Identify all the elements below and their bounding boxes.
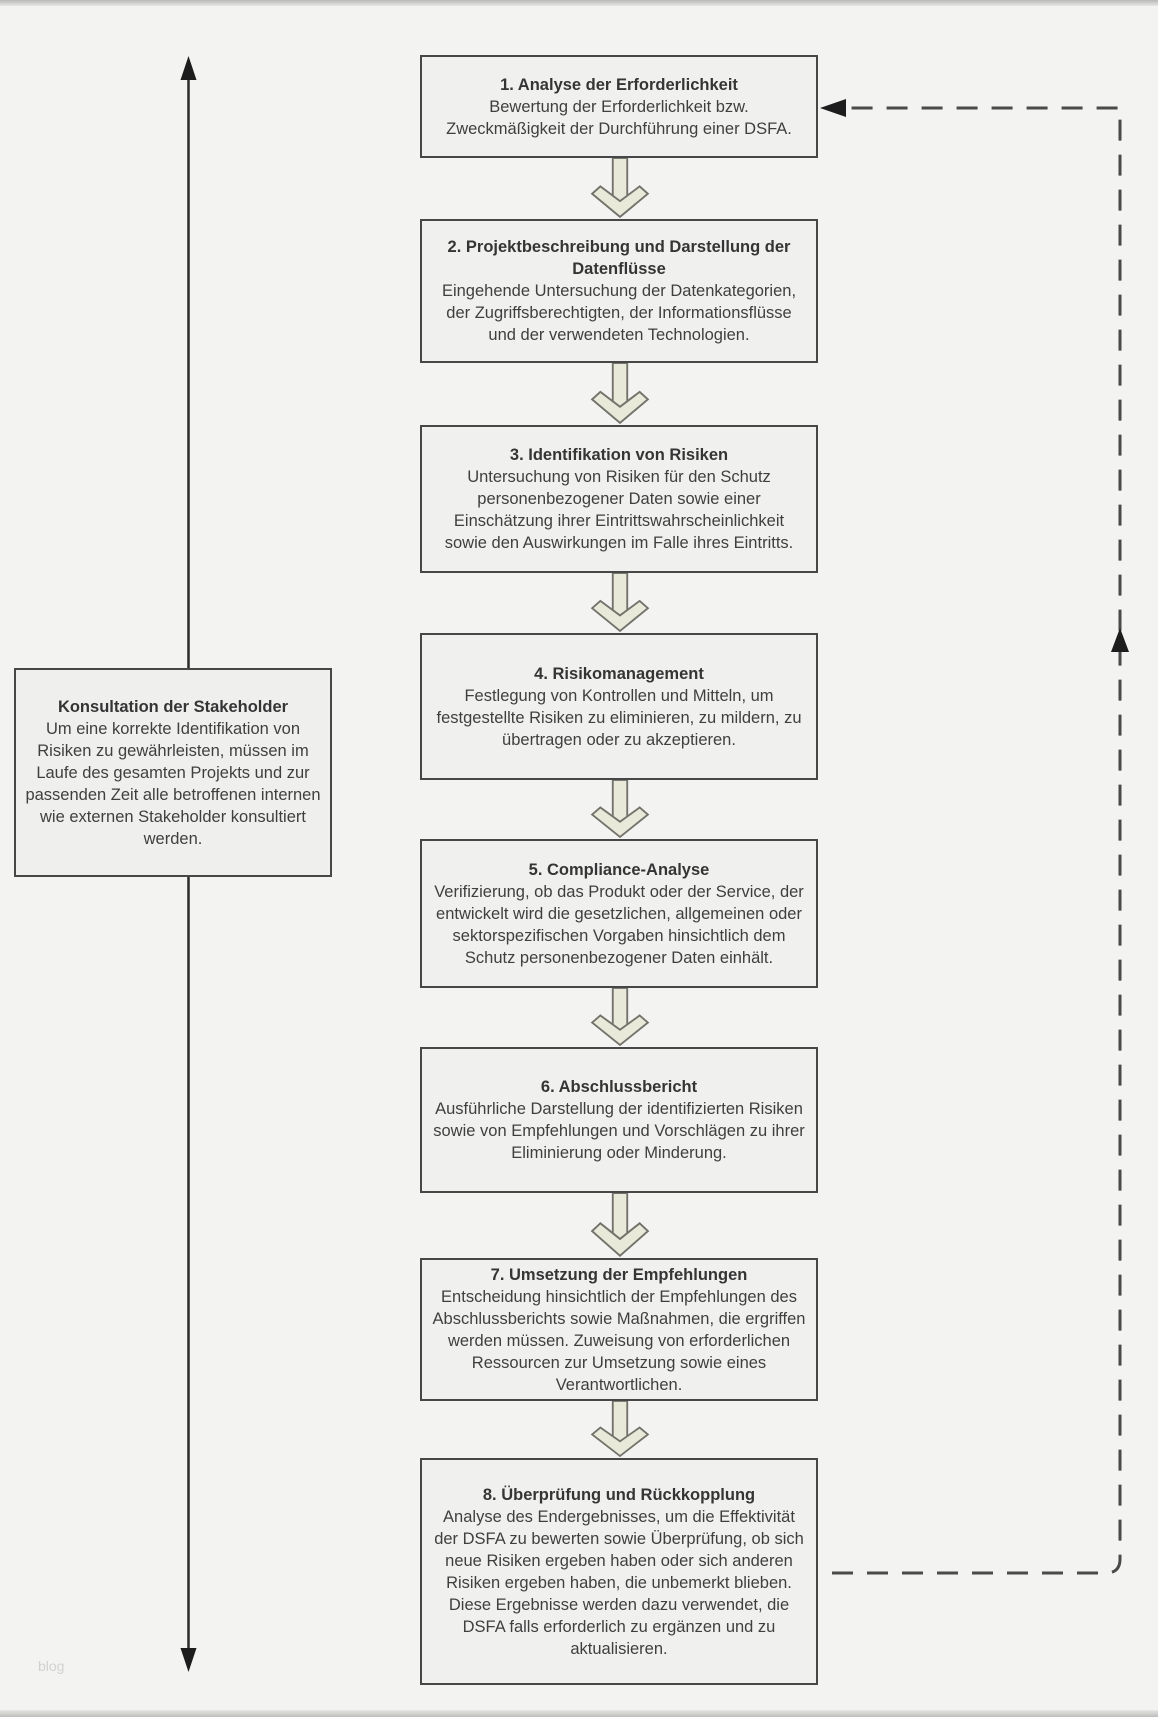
flow-step-3-body: Untersuchung von Risiken für den Schutz personenbezogener Daten sowie einer Einschätzung ihrer Eintrittswahrscheinlichkeit sowie den Auswirkungen im Falle ihres Eintritts. <box>444 468 794 552</box>
flow-step-3-title: 3. Identifikation von Risiken <box>509 446 729 464</box>
flow-step-7 <box>420 1258 818 1401</box>
flow-step-4-body: Festlegung von Kontrollen und Mitteln, um festgestellte Risiken zu eliminieren, zu mildern, zu übertragen oder zu akzeptieren. <box>436 686 802 749</box>
flow-step-2 <box>420 219 818 363</box>
block-arrow-down-icon <box>589 363 651 425</box>
flow-step-6-body: Ausführliche Darstellung der identifizierten Risiken sowie von Empfehlungen und Vorschlägen zu ihrer Eliminierung oder Minderung. <box>433 1100 805 1162</box>
arrowhead-up-icon <box>181 56 197 80</box>
arrowhead-down-icon <box>181 1648 197 1672</box>
flow-step-5 <box>420 839 818 988</box>
flow-arrow-4 <box>589 780 651 839</box>
stakeholder-note-body: Um eine korrekte Identifikation von Risiken zu gewährleisten, müssen im Laufe des gesamten Projekts und zur passenden Zeit alle betroffenen internen wie externen Stakeholder konsultiert werden. <box>25 719 321 848</box>
flow-arrow-5 <box>589 988 651 1047</box>
flow-step-2-body: Eingehende Untersuchung der Datenkategorien, der Zugriffsberechtigten, der Informationsflüsse und der verwendeten Technologien. <box>441 282 797 344</box>
watermark: blog <box>38 1658 65 1674</box>
block-arrow-down-icon <box>589 780 651 839</box>
block-arrow-down-icon <box>589 158 651 219</box>
arrowhead-left-icon <box>820 99 846 117</box>
flow-step-1-body: Bewertung der Erforderlichkeit bzw. Zweckmäßigkeit der Durchführung einer DSFA. <box>446 97 792 138</box>
flow-step-5-body: Verifizierung, ob das Produkt oder der Service, der entwickelt wird die gesetzlichen, allgemeinen oder sektorspezifischen Vorgaben hinsichtlich dem Schutz personenbezogener Daten einhält. <box>434 882 804 967</box>
page-top-edge <box>0 0 1158 6</box>
flow-step-6 <box>420 1047 818 1193</box>
flow-step-5-title: 5. Compliance-Analyse <box>528 860 710 879</box>
stakeholder-note-title: Konsultation der Stakeholder <box>57 697 289 716</box>
flow-step-4 <box>420 633 818 780</box>
block-arrow-down-icon <box>589 988 651 1047</box>
flow-step-8-title: 8. Überprüfung und Rückkopplung <box>482 1485 756 1504</box>
flow-step-3 <box>420 425 818 573</box>
flow-step-4-title: 4. Risikomanagement <box>534 664 704 683</box>
stakeholder-note <box>14 668 332 877</box>
flow-arrow-7 <box>589 1401 651 1458</box>
flow-step-7-title: 7. Umsetzung der Empfehlungen <box>490 1265 748 1284</box>
block-arrow-down-icon <box>589 1193 651 1258</box>
flow-step-1-title: 1. Analyse der Erforderlichkeit <box>500 75 738 94</box>
page-bottom-edge <box>0 1710 1158 1717</box>
flow-arrow-3 <box>589 573 651 633</box>
flow-arrow-1 <box>589 158 651 219</box>
arrowhead-up-icon <box>1111 628 1129 652</box>
block-arrow-down-icon <box>589 1401 651 1458</box>
flow-step-2-title: 2. Projektbeschreibung und Darstellung der Datenflüsse <box>447 238 791 278</box>
block-arrow-down-icon <box>589 573 651 633</box>
flow-step-8 <box>420 1458 818 1685</box>
flow-arrow-6 <box>589 1193 651 1258</box>
flow-arrow-2 <box>589 363 651 425</box>
flow-step-6-title: 6. Abschlussbericht <box>540 1078 698 1096</box>
flow-step-1 <box>420 55 818 158</box>
feedback-loop-dashed <box>820 99 1129 1573</box>
flow-step-8-body: Analyse des Endergebnisses, um die Effektivität der DSFA zu bewerten sowie Überprüfung, ob sich neue Risiken ergeben haben oder sich anderen Risiken ergeben haben, die unbemerkt blieben. Diese Ergebnisse werden dazu verwendet, die DSFA falls erforderlich zu ergänzen und zu aktualisieren. <box>434 1507 804 1658</box>
flow-step-7-body: Entscheidung hinsichtlich der Empfehlungen des Abschlussberichts sowie Maßnahmen, die ergriffen werden müssen. Zuweisung von erforderlichen Ressourcen zur Umsetzung sowie eines Verantwortlichen. <box>432 1287 806 1394</box>
